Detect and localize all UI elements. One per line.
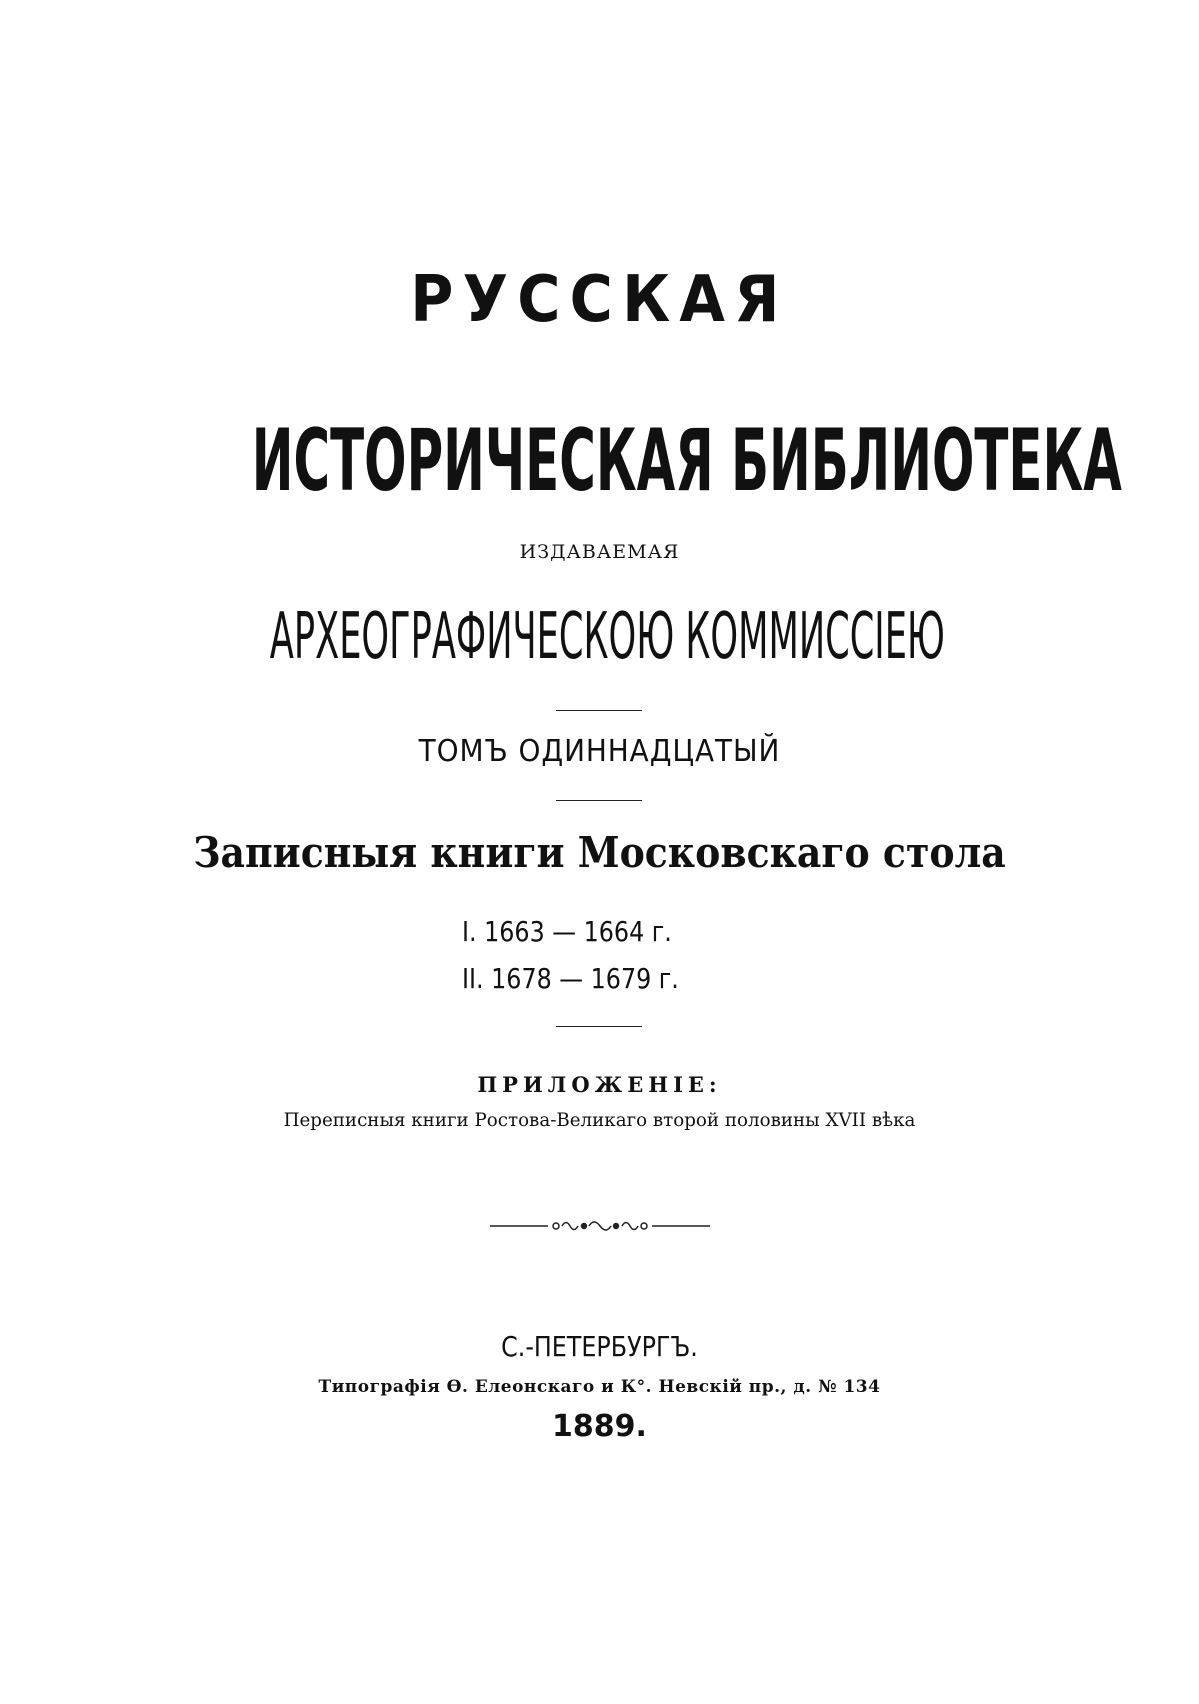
ornament-divider-icon <box>490 1216 710 1236</box>
publication-year: 1889. <box>552 1409 647 1444</box>
divider-rule <box>556 800 642 801</box>
book-title: Записныя книги Московскаго стола <box>193 828 1006 877</box>
published-by-label: ИЗДАВАЕМАЯ <box>519 541 680 563</box>
series-subtitle: ИСТОРИЧЕСКАЯ БИБЛИОТЕКА <box>251 411 1122 511</box>
series-title: РУССКАЯ <box>410 263 789 337</box>
divider-rule <box>556 710 642 711</box>
volume-label: ТОМЪ ОДИННАДЦАТЫЙ <box>418 734 781 769</box>
printer-imprint: Типографія Ѳ. Елеонскаго и К°. Невскій пр., д. № 134 <box>318 1377 881 1397</box>
appendix-label: ПРИЛОЖЕНІЕ: <box>477 1072 722 1097</box>
city: С.-ПЕТЕРБУРГЪ. <box>501 1330 698 1363</box>
appendix-text: Переписныя книги Ростова-Великаго второй половины XVII вѣка <box>283 1109 916 1131</box>
divider-rule <box>556 1026 642 1027</box>
year-range-1: I. 1663 — 1664 г. <box>462 915 672 948</box>
publisher-name: АРХЕОГРАФИЧЕСКОЮ КОММИССІЕЮ <box>269 600 945 674</box>
year-range-2: II. 1678 — 1679 г. <box>462 962 679 995</box>
